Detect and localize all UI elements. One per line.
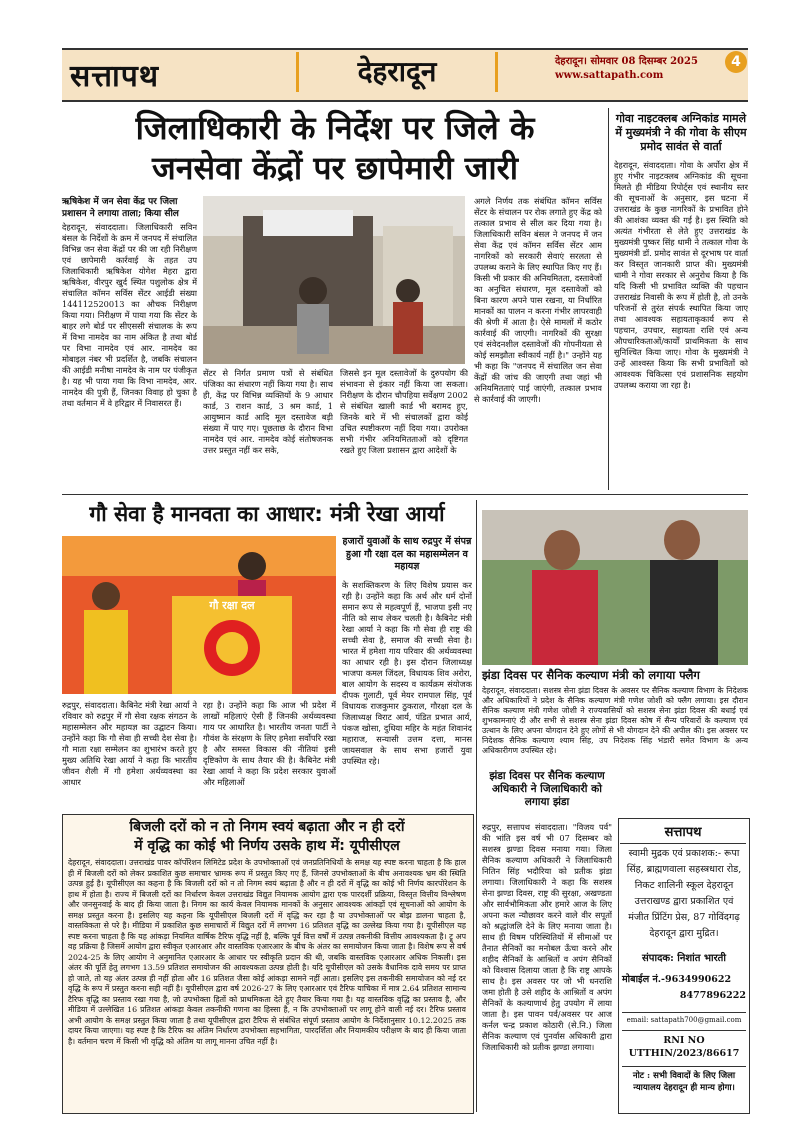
flag-sub-headline: झंडा दिवस पर सैनिक कल्याण अधिकारी ने जिलाधिकारी को लगाया झंडा [489, 770, 605, 808]
lead-col3: जिससे इन मूल दस्तावेजों के दुरुपयोग की संभावना से इंकार नहीं किया जा सकता। निरीक्षण के दौरान चौपहिया सर्वेक्षण 2002 से संबंधित खाली कार्ड भी बरामद हुए, जिनके बारे में भी संचालकों द्वारा कोई उचित स्पष्टीकरण नहीं दिया गया। उपरोक्त सभी गंभीर अनियमितताओं को दृष्टिगत रखते हुए जिला प्रशासन द्वारा आदेशों के [340, 368, 468, 455]
masthead-info [555, 55, 725, 83]
mobile-number-1: -9634990622 [661, 974, 732, 985]
cow-col3: के सशक्तिकरण के लिए विशेष प्रयास कर रही है। उन्होंने कहा कि अर्थ और धर्म दोनों समान रूप से महत्वपूर्ण हैं, भाजपा इसी नए नीति को साथ लेकर चलती है। कैबिनेट मंत्री रेखा आर्या ने कहा कि गौ सेवा ही राष्ट्र की सच्ची सेवा है, समाज की सच्ची सेवा है। भारत में हमेशा गाय परिवार की अर्थव्यवस्था का आधार रही है। इस दौरान जिलाध्यक्ष भाजपा कमल जिंदल, विधायक शिव अरोरा, बाल आयोग के सदस्य व कार्यक्रम संयोजक दीपक गुलाटी, पूर्व मेयर रामपाल सिंह, पूर्व विधायक राजकुमार ठुकराल, गौरक्षा दल के जिलाध्यक्ष विराट आर्य, पंडित प्रभात आर्य, पंकज खोसा, दुधिया महिर के महंत शिवानंद महाराज, सन्यासी उत्तम दत्ता, मानस जायसवाल के साथ सभा हजारों युवा उपस्थित रहे। [342, 580, 472, 766]
lead-photo [203, 196, 465, 364]
lead-headline-line1: जिलाधिकारी के निर्देश पर जिले के [135, 109, 535, 147]
power-headline-line2: में वृद्धि का कोई भी निर्णय उसके हाथ में: यूपीसीएल [134, 838, 400, 854]
imprint-email: email: sattapath700@gmail.com [622, 1012, 746, 1024]
lead-headline [70, 108, 600, 188]
page-number: 4 [725, 51, 747, 73]
office-raid-illustration [203, 196, 465, 364]
flag-pinning-illustration [482, 510, 748, 665]
website-link[interactable]: www.sattapath.com [555, 70, 664, 81]
rni-number: UTTHIN/2023/86617 [628, 1048, 740, 1059]
power-headline [66, 818, 468, 856]
imprint-editor: संपादक: निशांत भारती [642, 953, 726, 964]
lead-col1: देहरादून, संवाददाता। जिलाधिकारी सविन बंसल के निर्देशों के क्रम में जनपद में संचालित विभिन्न जन सेवा केंद्रों पर की जा रही निरीक्षण एवं छापेमारी कार्रवाई के तहत उप जिलाधिकारी ऋषिकेश योगेश मेहरा द्वारा ऋषिकेश, वीरपुर खुर्द स्थित पशुलोक क्षेत्र में संचालित कॉमन सर्विस सेंटर आईडी संख्या 144112520013 का औचक निरीक्षण किया गया। निरीक्षण में पाया गया कि सेंटर के बाहर लगे बोर्ड पर सीएससी संचालक के रूप में विभा नामदेव का नाम अंकित है तथा बोर्ड पर विभा नामदेव एवं आर. नामदेव का मोबाइल नंबर भी प्रदर्शित है, जबकि संचालन की आईडी मनीषा नामदेव के नाम पर पंजीकृत है। यह भी पाया गया कि विभा नामदेव, आर. नामदेव की पुत्री हैं, जिनका विवाह हो चुका है तथा वर्तमान में वे हरिद्वार में निवासरत हैं। [62, 222, 197, 408]
lead-headline-line2: जनसेवा केंद्रों पर छापेमारी जारी [151, 149, 518, 187]
power-headline-line1: बिजली दरों को न तो निगम स्वयं बढ़ाता और न ही दरों [129, 819, 405, 835]
cow-headline: गौ सेवा है मानवता का आधार: मंत्री रेखा आर्या [89, 502, 445, 526]
flag-photo [482, 510, 748, 665]
column-divider [608, 108, 609, 490]
imprint-title: सत्तापथ [620, 822, 746, 844]
flag-sub-body: रुद्रपुर, सत्तापथ संवाददाता। "विजय पर्व" की भांति इस वर्ष भी 07 दिसम्बर को सशस्त्र झण्डा दिवस मनाया गया। जिला सैनिक कल्याण अधिकारी ने जिलाधिकारी नितिन सिंह भदौरिया को प्रतीक झंडा लगाया। जिलाधिकारी ने कहा कि सशस्त्र सेना झण्डा दिवस, राष्ट्र की सुरक्षा, अखण्डता और सार्वभौमिकता और हमारे आज के लिए अपना कल न्यौछावर करने वाले वीर सपूतों को श्रद्धांजलि देने के लिए मनाया जाता है। साथ ही विषम परिस्थितियों में सीमाओं पर तैनात सैनिकों का मनोबल ऊँचा करने और शहीद सैनिकों के आश्रितों व अपंग सैनिकों को विश्वास दिलाया जाता है कि राष्ट्र आपके साथ है। इस अवसर पर जो भी धनराशि जमा होती है उसे शहीद के आश्रितों व अपंग सैनिकों के कल्याणार्थ हेतु उपयोग में लाया जाता है। इस पावन पर्व/अवसर पर आज कर्नल चन्द्र प्रकाश कोठारी (से.नि.) जिला सैनिक कल्याण एवं पुनर्वास अधिकारी द्वारा जिलाधिकारी को प्रतीक झण्डा लगाया। [482, 822, 612, 1052]
mobile-number-2: 8477896222 [679, 990, 746, 1001]
date: सोमवार 08 दिसम्बर 2025 [590, 56, 698, 67]
cow-col2: रहा है। उन्होंने कहा कि आज भी प्रदेश में लाखों महिलाएं ऐसी हैं जिनकी अर्थव्यवस्था गाय पर आधारित है। भारतीय जनता पार्टी ने गौवंश के संरक्षण के लिए हमेशा सर्वोपरि रखा है और समस्त विकास की नीतियां इसी दृष्टिकोण के साथ तैयार की है। कैबिनेट मंत्री रेखा आर्या ने कहा कि प्रदेश सरकार युवाओं और महिलाओं [203, 700, 336, 787]
lead-col4: अगले निर्णय तक संबंधित कॉमन सर्विस सेंटर के संचालन पर रोक लगाते हुए केंद्र को तत्काल प्रभाव से सील कर दिया गया है। जिलाधिकारी सविन बंसल ने जनपद में जन सेवा केंद्र एवं कॉमन सर्विस सेंटर आम नागरिकों को सरकारी सेवाएं सरलता से उपलब्ध कराने के लिए स्थापित किए गए हैं। किसी भी प्रकार की अनियमितता, दस्तावेजों का अनुचित संधारण, मूल दस्तावेजों को बिना कारण अपने पास रखना, या निर्धारित मानकों का पालन न करना गंभीर लापरवाही की श्रेणी में आता है। ऐसे मामलों में कठोर कार्रवाई की जाएगी। नागरिकों की सुरक्षा एवं संवेदनशील दस्तावेजों की गोपनीयता से कोई समझौता स्वीकार्य नहीं है।" उन्होंने यह भी कहा कि "जनपद में संचालित जन सेवा केंद्रों की जांच की जाएगी तथा जहां भी अनियमितताएं पाई जाएंगी, तत्काल प्रभाव से कार्रवाई की जाएगी। [474, 196, 602, 404]
section-rule [62, 494, 748, 495]
cow-banner-text: गौ रक्षा दल [209, 599, 255, 612]
imprint-mobile [622, 972, 746, 1004]
lead-col2: सेंटर से निर्गत प्रमाण पत्रों से संबंधित पंजिका का संधारण नहीं किया गया है। साथ ही, केंद्र पर विभिन्न व्यक्तियों के 9 आधार कार्ड, 3 राशन कार्ड, 3 श्रम कार्ड, 1 आयुष्मान कार्ड आदि मूल दस्तावेज बड़ी संख्या में पाए गए। पूछताछ के दौरान विभा नामदेव एवं आर. नामदेव कोई संतोषजनक उत्तर प्रस्तुत नहीं कर सके, [203, 368, 333, 455]
column-divider [476, 500, 477, 1112]
city-title: देहरादून [296, 52, 498, 92]
cow-subhead: हजारों युवाओं के साथ रुद्रपुर में संपन्न हुआ गौ रक्षा दल का महासम्मेलन व महायज्ञ [342, 536, 472, 572]
flag-headline: झंडा दिवस पर सैनिक कल्याण मंत्री को लगाया फ्लैग [482, 668, 700, 682]
imprint-rni [622, 1030, 746, 1060]
cow-event-illustration [62, 536, 336, 694]
cow-col1: रुद्रपुर, संवाददाता। कैबिनेट मंत्री रेखा आर्या ने रविवार को रुद्रपुर में गौ सेवा रक्षक संगठन के महासम्मेलन और महायज्ञ का उद्घाटन किया। उन्होंने कहा कि गौ सेवा ही सच्ची देश सेवा है। गौ माता रक्षा सम्मेलन का शुभारंभ करते हुए मुख्य अतिथि रेखा आर्या ने कहा कि भारतीय जीवन शैली में गौ हमेशा अर्थव्यवस्था का आधार [62, 700, 197, 787]
cow-photo [62, 536, 336, 694]
goa-headline: गोवा नाइटक्लब अग्निकांड मामले में मुख्यमंत्री ने की गोवा के सीएम प्रमोद सावंत से वार्ता [615, 112, 747, 153]
goa-body: देहरादून, संवाददाता। गोवा के अर्पोरा क्षेत्र में हुए गंभीर नाइटक्लब अग्निकांड की सूचना मिलते ही मीडिया रिपोर्ट्स एवं स्थानीय स्तर की सूचनाओं के अनुसार, इस घटना में उत्तराखंड के कुछ नागरिकों के प्रभावित होने की आशंका व्यक्त की गई है। इस स्थिति को अत्यंत गंभीरता से लेते हुए उत्तराखंड के मुख्यमंत्री पुष्कर सिंह धामी ने तत्काल गोवा के मुख्यमंत्री डॉ. प्रमोद सावंत से दूरभाष पर वार्ता कर विस्तृत जानकारी प्राप्त की। मुख्यमंत्री धामी ने गोवा सरकार से अनुरोध किया है कि यदि किसी भी प्रभावित व्यक्ति की पहचान उत्तराखंड निवासी के रूप में होती है, तो उनके परिजनों से तुरंत संपर्क स्थापित किया जाए तथा आवश्यक सहायताकृकार्य रूप से पहचान, उपचार, सहायता राशि एवं अन्य औपचारिकताओं/कार्यों प्राथमिकता के साथ सुनिश्चित किया जाए। गोवा के मुख्यमंत्री ने उन्हें आश्वस्त किया कि सभी प्रभावितों को आवश्यक चिकित्सा एवं प्रशासनिक सहयोग उपलब्ध कराया जा रहा है। [614, 160, 748, 390]
lead-subhead: ऋषिकेश में जन सेवा केंद्र पर जिला प्रशासन ने लगाया ताला; किया सील [62, 197, 179, 219]
brand-logo: सत्तापथ [70, 59, 159, 94]
flag-body: देहरादून, संवाददाता। सशस्त्र सेना झंडा दिवस के अवसर पर सैनिक कल्याण विभाग के निदेशक और अधिकारियों ने प्रदेश के सैनिक कल्याण मंत्री गणेश जोशी को फ्लैग लगाया। इस दौरान सैनिक कल्याण मंत्री गणेश जोशी ने राज्यवासियों को सशस्त्र सेना झंडा दिवस की बधाई एवं शुभकामनाएं दी और सभी से सशस्त्र सेना झंडा दिवस कोष में सैन्य परिवारों के कल्याण एवं उत्थान के लिए अपना योगदान देने हुए लोगों से भी योगदान देने की अपील की। इस अवसर पर निदेशक सैनिक कल्याण श्याम सिंह, उप निदेशक सिंह भंडारी समेत विभाग के अन्य अधिकारीगण उपस्थित रहे। [482, 686, 748, 755]
place: देहरादून। [555, 56, 587, 67]
imprint-note: नोट : सभी विवादों के लिए जिला न्यायालय देहरादून ही मान्य होगा। [622, 1066, 746, 1094]
power-body: देहरादून, संवाददाता। उत्तराखंड पावर कॉर्पोरेशन लिमिटेड प्रदेश के उपभोक्ताओं एवं जनप्रतिनिधियों के समक्ष यह स्पष्ट करना चाहता है कि हाल ही में बिजली दरों को लेकर प्रकाशित कुछ समाचार भ्रामक रूप में प्रस्तुत किए गए हैं, जिनसे उपभोक्ताओं के बीच अनावश्यक भ्रम की स्थिति उत्पन्न हुई है। यूपीसीएल का कहना है कि बिजली दरों को न तो निगम स्वयं बढ़ाता है और न ही दरों में वृद्धि का कोई भी निर्णय कारपोरेशन के हाथ में होता है। राज्य में बिजली दरों का निर्धारण केवल उत्तराखंड विद्युत नियामक आयोग द्वारा एक पारदर्शी प्रक्रिया, विस्तृत वित्तीय विश्लेषण और जनसुनवाई के बाद ही किया जाता है। निगम का कार्य केवल नियामक मानकों के अनुसार आवश्यक आंकड़ों एवं सूचनाओं को आयोग के समक्ष प्रस्तुत करना है। इसलिए यह कहना कि यूपीसीएल बिजली दरों में वृद्धि कर रहा है या उपभोक्ताओं पर बोझ डालना चाहता है, वास्तविकता से परे है। मीडिया में प्रकाशित कुछ समाचारों में विद्युत दरों में लगभग 16 प्रतिशत वृद्धि का उल्लेख किया गया है। यूपीसीएल यह स्पष्ट करना चाहता है कि यह आंकड़ा नियमित वार्षिक टैरिफ वृद्धि नहीं है, बल्कि पूर्व वित्त वर्षों में उत्पन्न तकनीकी वित्तीय आवश्यकता है। ट्रू अप वह प्रक्रिया है जिसमें आयोग द्वारा स्वीकृत एआरआर और वास्तविक एआरआर के बीच के अंतर का समायोजन किया जाता है। विशेष रूप से वर्ष 2024-25 के लिए आयोग ने अनुमानित एआरआर के आधार पर स्वीकृति प्रदान की थी, जबकि वास्तविक एआरआर अधिक निकली। इस अंतर की पूर्ति हेतु लगभग 13.59 प्रतिशत समायोजन की आवश्यकता उत्पन्न होती है। यदि यूपीसीएल को उसके वैधानिक दावे समय पर प्राप्त हो जाते, तो यह अंतर उत्पन्न ही नहीं होता और 16 प्रतिशत जैसा कोई आंकड़ा सामने नहीं आता। इसलिए इस तकनीकी समायोजन को नई दर वृद्धि के रूप में प्रस्तुत करना सही नहीं है। यूपीसीएल द्वारा वर्ष 2026-27 के लिए एआरआर एवं टैरिफ याचिका में मात्र 2.64 प्रतिशत सामान्य टैरिफ वृद्धि का प्रस्ताव रखा गया है, जो उपभोक्ता हितों को प्राथमिकता देते हुए तैयार किया गया है। यह वास्तविक वृद्धि का प्रस्ताव है, और मीडिया में उल्लेखित 16 प्रतिशत आंकड़ा केवल तकनीकी गणना का हिस्सा है, न कि उपभोक्ताओं पर लागू होने वाली नई दर। टैरिफ प्रस्ताव अभी आयोग के समक्ष प्रस्तुत किया जाता है तथा यूपीसीएल द्वारा टैरिफ से संबंधित संपूर्ण प्रस्ताव आयोग के निर्देशानुसार 10.12.2025 तक दायर किया जाएगा। यह स्पष्ट है कि टैरिफ का अंतिम निर्धारण उपभोक्ता सहभागिता, पारदर्शिता और नियामकीय परीक्षण के बाद ही किया जाता है। वर्तमान चरण में किसी भी वृद्धि को अंतिम या लागू मानना उचित नहीं है। [68, 858, 466, 1046]
mobile-label: मोबाईल नं. [622, 974, 662, 985]
rni-label: RNI NO [663, 1035, 705, 1046]
imprint-body: स्वामी मुद्रक एवं प्रकाशक:- रूपा सिंह, ब्राह्मणवाला सहस्त्रधारा रोड, निकट शालिनी स्कूल देहरादून उत्तराखण्ड द्वारा प्रकाशित एवं मंजीत प्रिंटिंग प्रेस, 87 गोविंदगढ़ देहरादून द्वारा मुद्रित। [626, 848, 742, 939]
